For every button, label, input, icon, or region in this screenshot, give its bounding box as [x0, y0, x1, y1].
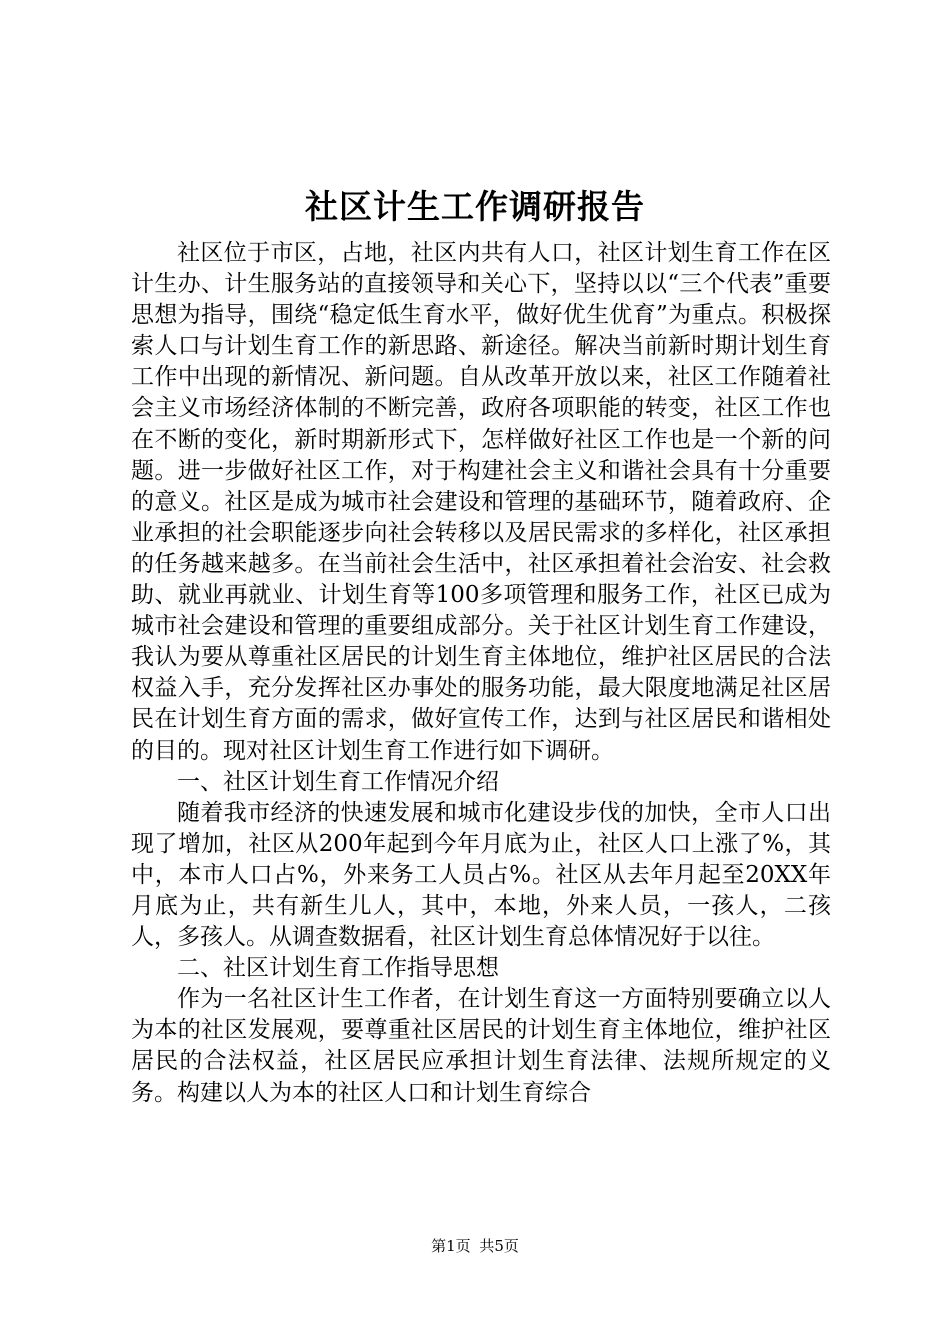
page-footer [0, 1236, 950, 1256]
paragraph-section-2: 作为一名社区计生工作者，在计划生育这一方面特别要确立以人为本的社区发展观，要尊重社区居民的计划生育主体地位，维护社区居民的合法权益，社区居民应承担计划生育法律、法规所规定的义务。构建以人为本的社区人口和计划生育综合 [131, 986, 831, 1106]
document-body [131, 238, 831, 1109]
page-number: 第1页 [431, 1237, 471, 1255]
section-heading-1: 一、社区计划生育工作情况介绍 [177, 768, 499, 795]
page-total: 共5页 [479, 1237, 519, 1255]
document-title: 社区计生工作调研报告 [305, 187, 645, 226]
paragraph-intro: 社区位于市区，占地，社区内共有人口，社区计划生育工作在区计生办、计生服务站的直接领导和关心下，坚持以以“三个代表”重要思想为指导，围绕“稳定低生育水平，做好优生优育”为重点。积极探索人口与计划生育工作的新思路、新途径。解决当前新时期计划生育工作中出现的新情况、新问题。自从改革开放以来，社区工作随着社会主义市场经济体制的不断完善，政府各项职能的转变，社区工作也在不断的变化，新时期新形式下，怎样做好社区工作也是一个新的问题。进一步做好社区工作，对于构建社会主义和谐社会具有十分重要的意义。社区是成为城市社会建设和管理的基础环节，随着政府、企业承担的社会职能逐步向社会转移以及居民需求的多样化，社区承担的任务越来越多。在当前社会生活中，社区承担着社会治安、社会救助、就业再就业、计划生育等100多项管理和服务工作，社区已成为城市社会建设和管理的重要组成部分。关于社区计划生育工作建设，我认为要从尊重社区居民的计划生育主体地位，维护社区居民的合法权益入手，充分发挥社区办事处的服务功能，最大限度地满足社区居民在计划生育方面的需求，做好宣传工作，达到与社区居民和谐相处的目的。现对社区计划生育工作进行如下调研。 [131, 240, 831, 764]
paragraph-section-1: 随着我市经济的快速发展和城市化建设步伐的加快，全市人口出现了增加，社区从200年起到今年月底为止，社区人口上涨了%，其中，本市人口占%，外来务工人员占%。社区从去年月起至20XX年月底为止，共有新生儿人，其中，本地，外来人员，一孩人，二孩人，多孩人。从调查数据看，社区计划生育总体情况好于以往。 [131, 799, 831, 951]
section-heading-2: 二、社区计划生育工作指导思想 [177, 955, 499, 982]
